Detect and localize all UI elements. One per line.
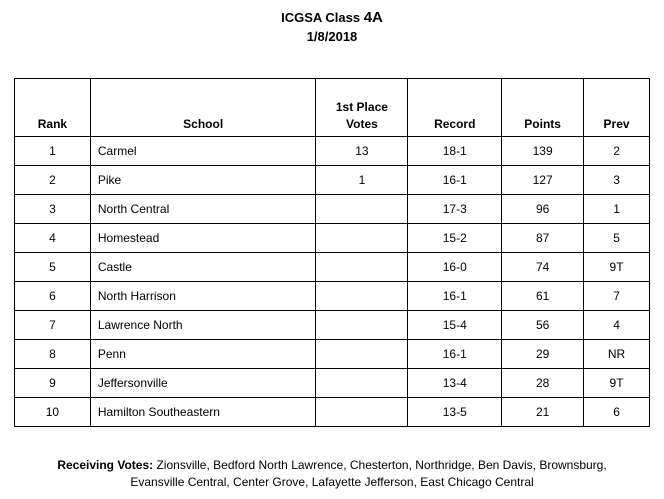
school-cell: Hamilton Southeastern <box>90 398 316 427</box>
rank-cell: 9 <box>15 369 91 398</box>
votes-cell <box>316 398 408 427</box>
table-row <box>15 369 650 398</box>
table-row <box>15 195 650 224</box>
votes-cell <box>316 224 408 253</box>
header-points: Points <box>502 79 584 137</box>
header-votes-line2: Votes <box>346 117 378 131</box>
header-record: Record <box>408 79 502 137</box>
title-prefix: ICGSA Class <box>281 10 361 25</box>
table-row <box>15 253 650 282</box>
receiving-votes-line1: Zionsville, Bedford North Lawrence, Chesterton, Northridge, Ben Davis, Brownsburg, <box>156 458 607 472</box>
prev-cell: 5 <box>584 224 650 253</box>
table-row <box>15 282 650 311</box>
school-cell: Homestead <box>90 224 316 253</box>
votes-cell <box>316 195 408 224</box>
points-cell: 61 <box>502 282 584 311</box>
poll-date: 1/8/2018 <box>306 29 358 44</box>
points-cell: 29 <box>502 340 584 369</box>
school-cell: Lawrence North <box>90 311 316 340</box>
header-prev: Prev <box>584 79 650 137</box>
school-cell: Castle <box>90 253 316 282</box>
school-cell: Carmel <box>90 137 316 166</box>
record-cell: 15-4 <box>408 311 502 340</box>
rank-cell: 8 <box>15 340 91 369</box>
record-cell: 15-2 <box>408 224 502 253</box>
header-votes-line1: 1st Place <box>335 100 388 114</box>
prev-cell: 6 <box>584 398 650 427</box>
prev-cell: 7 <box>584 282 650 311</box>
rank-cell: 5 <box>15 253 91 282</box>
points-cell: 21 <box>502 398 584 427</box>
prev-cell: NR <box>584 340 650 369</box>
prev-cell: 3 <box>584 166 650 195</box>
record-cell: 16-1 <box>408 166 502 195</box>
votes-cell <box>316 253 408 282</box>
record-cell: 16-0 <box>408 253 502 282</box>
school-cell: Jeffersonville <box>90 369 316 398</box>
table-row <box>15 311 650 340</box>
points-cell: 87 <box>502 224 584 253</box>
school-cell: North Central <box>90 195 316 224</box>
table-row <box>15 137 650 166</box>
points-cell: 127 <box>502 166 584 195</box>
votes-cell <box>316 340 408 369</box>
rank-cell: 4 <box>15 224 91 253</box>
rank-cell: 3 <box>15 195 91 224</box>
prev-cell: 9T <box>584 369 650 398</box>
votes-cell <box>316 282 408 311</box>
record-cell: 18-1 <box>408 137 502 166</box>
page-title <box>0 8 664 27</box>
votes-cell <box>316 311 408 340</box>
rankings-table <box>14 78 650 427</box>
rank-cell: 1 <box>15 137 91 166</box>
rank-cell: 7 <box>15 311 91 340</box>
votes-cell: 13 <box>316 137 408 166</box>
school-cell: North Harrison <box>90 282 316 311</box>
points-cell: 28 <box>502 369 584 398</box>
prev-cell: 2 <box>584 137 650 166</box>
table-row <box>15 166 650 195</box>
points-cell: 74 <box>502 253 584 282</box>
header-row <box>15 79 650 137</box>
rank-cell: 2 <box>15 166 91 195</box>
table-row <box>15 224 650 253</box>
title-class: 4A <box>363 9 383 26</box>
receiving-votes-line2: Evansville Central, Center Grove, Lafayette Jefferson, East Chicago Central <box>130 475 534 489</box>
prev-cell: 1 <box>584 195 650 224</box>
school-cell: Penn <box>90 340 316 369</box>
points-cell: 56 <box>502 311 584 340</box>
record-cell: 16-1 <box>408 282 502 311</box>
record-cell: 16-1 <box>408 340 502 369</box>
rank-cell: 10 <box>15 398 91 427</box>
prev-cell: 9T <box>584 253 650 282</box>
points-cell: 96 <box>502 195 584 224</box>
receiving-votes-label: Receiving Votes: <box>57 458 154 472</box>
points-cell: 139 <box>502 137 584 166</box>
receiving-votes <box>20 457 644 491</box>
record-cell: 13-4 <box>408 369 502 398</box>
header-rank: Rank <box>15 79 91 137</box>
prev-cell: 4 <box>584 311 650 340</box>
header-first-place-votes <box>316 79 408 137</box>
votes-cell: 1 <box>316 166 408 195</box>
school-cell: Pike <box>90 166 316 195</box>
votes-cell <box>316 369 408 398</box>
title-block <box>0 8 664 46</box>
header-school: School <box>90 79 316 137</box>
table-row <box>15 340 650 369</box>
record-cell: 13-5 <box>408 398 502 427</box>
rank-cell: 6 <box>15 282 91 311</box>
table-row <box>15 398 650 427</box>
record-cell: 17-3 <box>408 195 502 224</box>
